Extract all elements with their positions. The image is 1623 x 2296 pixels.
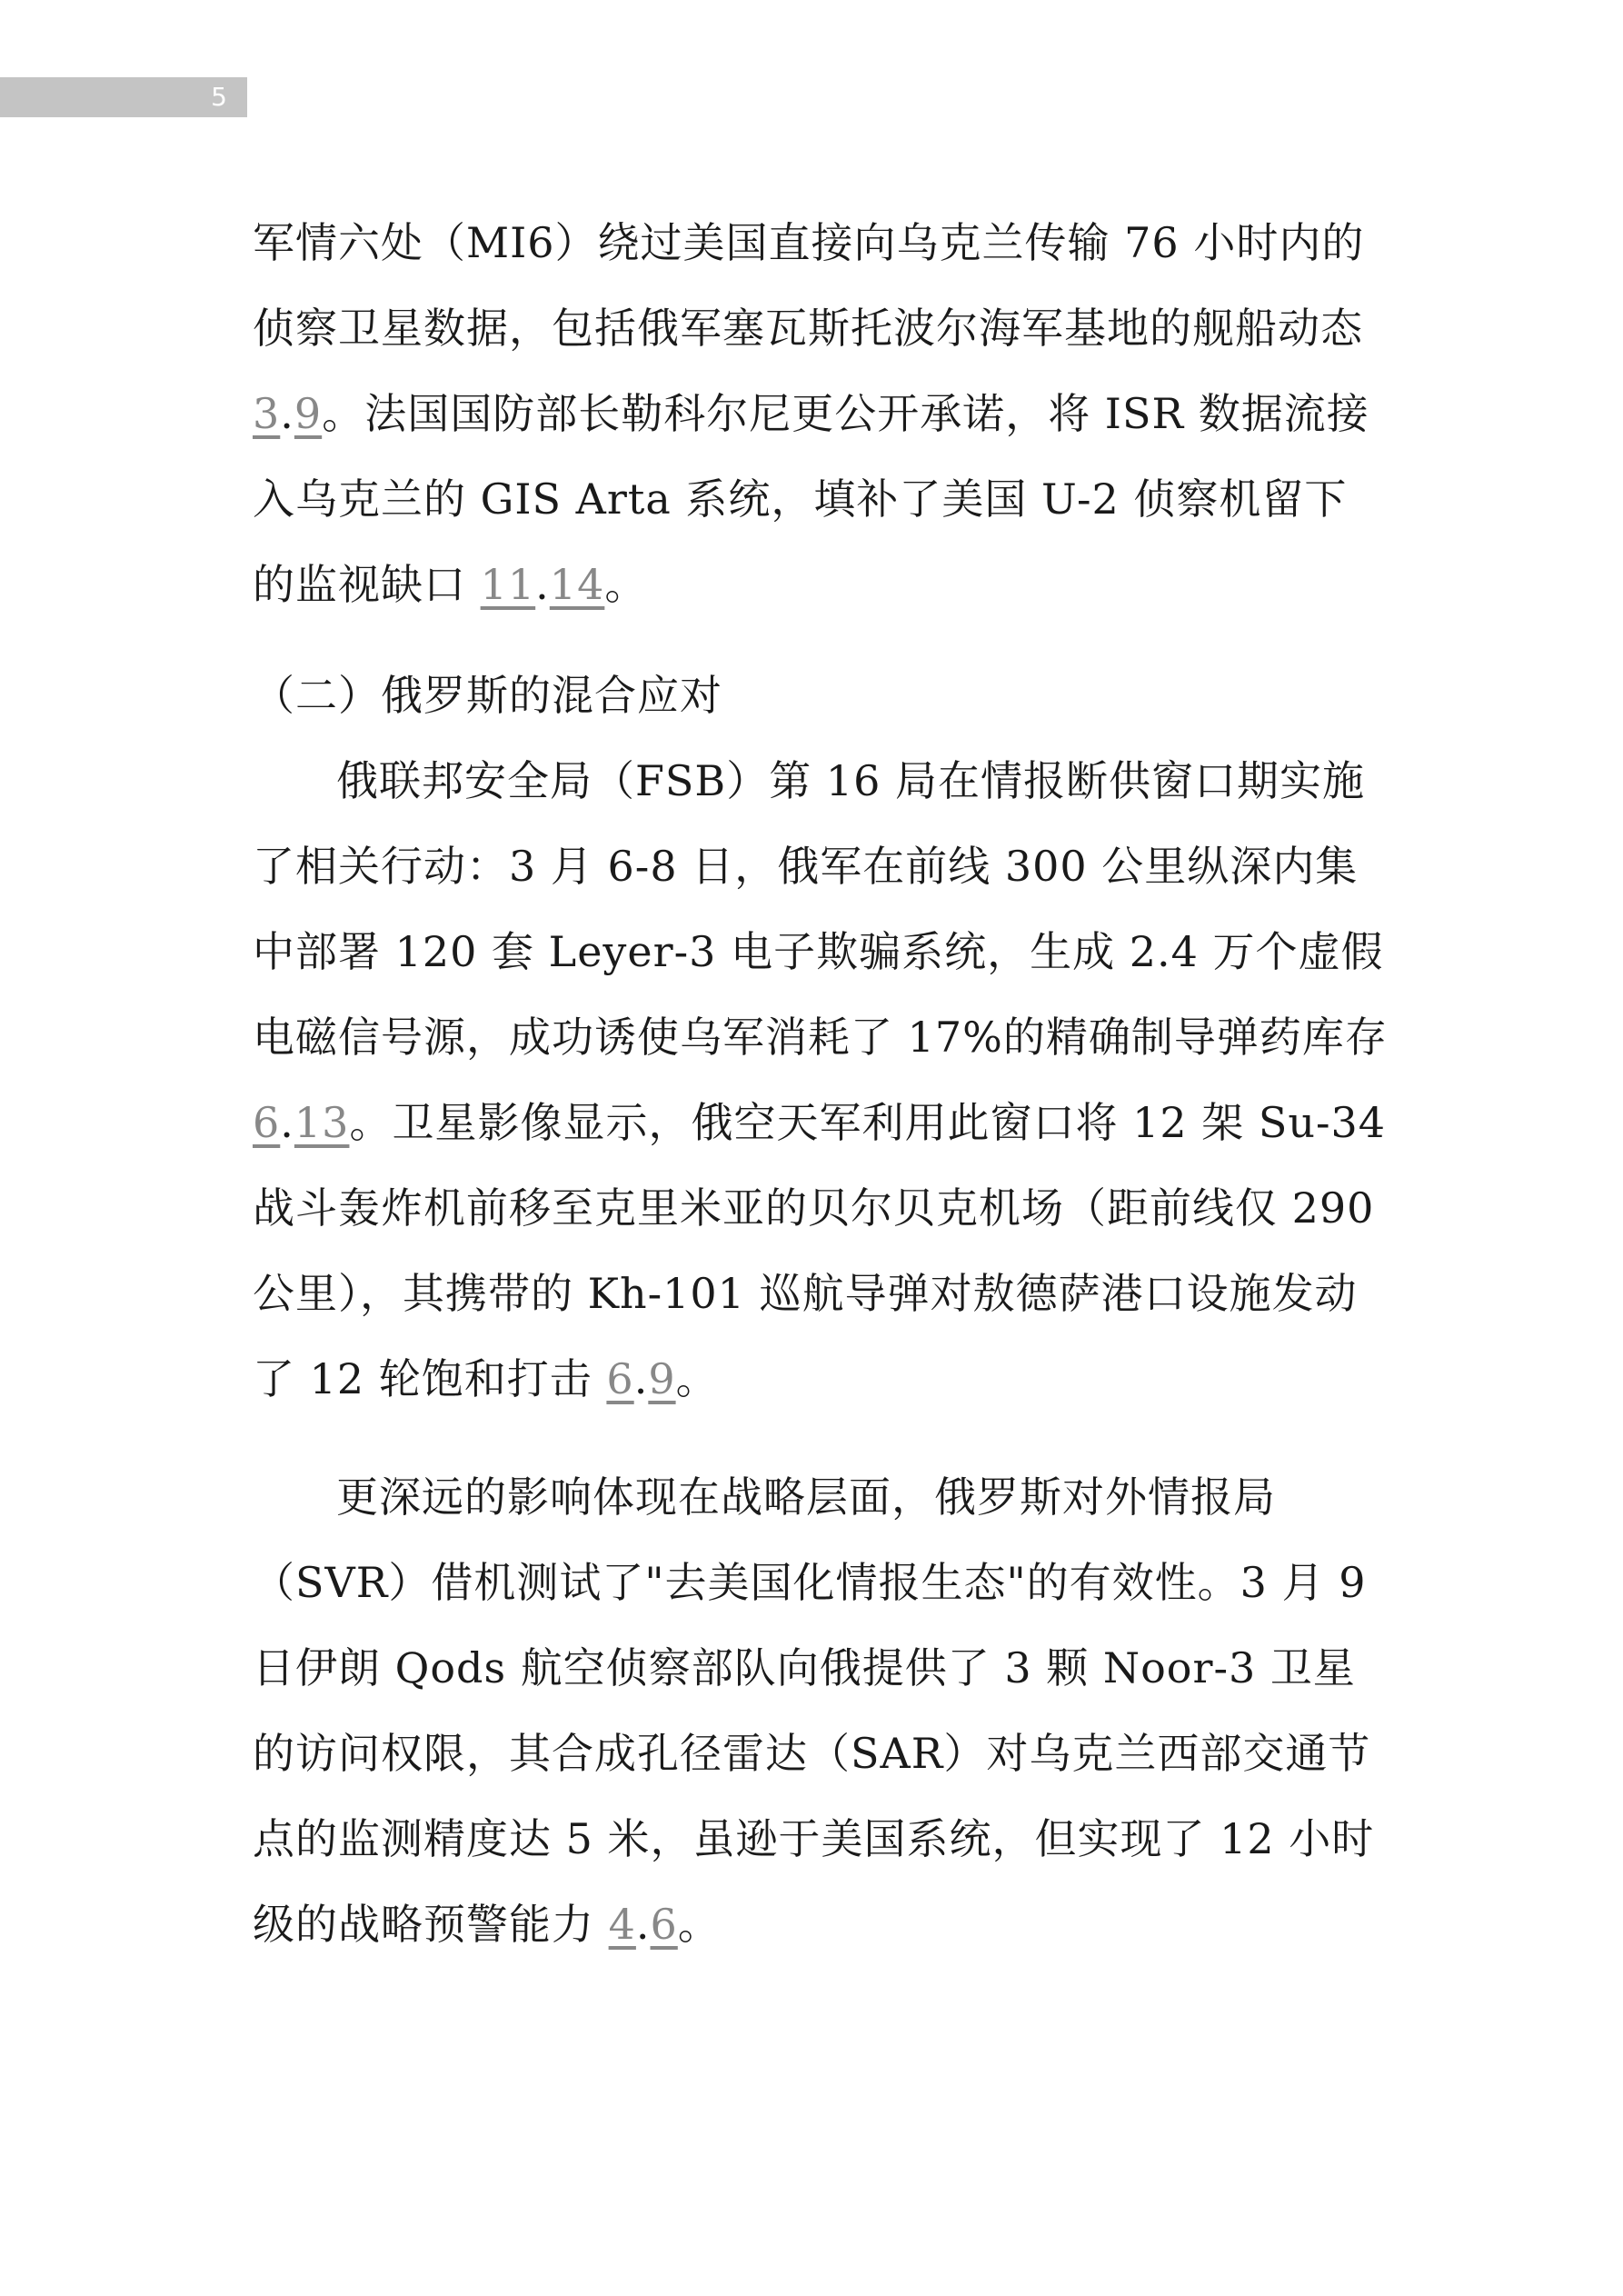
citation-link[interactable]: 6 <box>606 1354 634 1403</box>
citation-link[interactable]: 6 <box>253 1098 281 1147</box>
citation-link[interactable]: 13 <box>294 1098 350 1147</box>
citation-link[interactable]: 4 <box>608 1900 636 1949</box>
paragraph-continued <box>253 200 1389 627</box>
section-heading: （二）俄罗斯的混合应对 <box>253 671 722 720</box>
citation-link[interactable]: 14 <box>549 560 605 609</box>
citation-link[interactable]: 6 <box>650 1900 678 1949</box>
citation-separator: . <box>633 1354 649 1403</box>
paragraph-text: 俄联邦安全局（FSB）第 16 局在情报断供窗口期实施了相关行动：3 月 6-8 日，俄军在前线 300 公里纵深内集中部署 120 套 Leyer-3 电子欺骗系统，生成 2.4 万个虚假电磁信号源，成功诱使乌军消耗了 17%的精确制导弹药库存 <box>253 756 1388 1062</box>
paragraph-text: 军情六处（MI6）绕过美国直接向乌克兰传输 76 小时内的侦察卫星数据，包括俄军塞瓦斯托波尔海军基地的舰船动态 <box>253 218 1365 353</box>
page-number-tab <box>0 77 247 117</box>
paragraph-russia-response <box>253 738 1389 1422</box>
paragraph-text: 。 <box>677 1900 721 1949</box>
paragraph-text: 。 <box>604 560 648 609</box>
citation-separator: . <box>280 389 294 438</box>
citation-separator: . <box>535 560 550 609</box>
page-number: 5 <box>211 82 227 112</box>
citation-link[interactable]: 9 <box>648 1354 676 1403</box>
document-body <box>253 200 1389 1967</box>
citation-link[interactable]: 11 <box>480 560 536 609</box>
citation-separator: . <box>635 1900 651 1949</box>
paragraph-text: 更深远的影响体现在战略层面，俄罗斯对外情报局（SVR）借机测试了"去美国化情报生态"的有效性。3 月 9 日伊朗 Qods 航空侦察部队向俄提供了 3 颗 Noor-3 卫星的访问权限，其合成孔径雷达（SAR）对乌克兰西部交通节点的监测精度达 5 米，虽逊于美国系统，但实现了 12 小时级的战略预警能力 <box>253 1472 1375 1949</box>
citation-link[interactable]: 3 <box>253 389 281 438</box>
citation-separator: . <box>280 1098 294 1147</box>
citation-link[interactable]: 9 <box>294 389 323 438</box>
paragraph-text: 。卫星影像显示，俄空天军利用此窗口将 12 架 Su-34 战斗轰炸机前移至克里米亚的贝尔贝克机场（距前线仅 290 公里），其携带的 Kh-101 巡航导弹对敖德萨港口设施发动了 12 轮饱和打击 <box>253 1098 1387 1403</box>
paragraph-text: 。法国国防部长勒科尔尼更公开承诺，将 ISR 数据流接入乌克兰的 GIS Arta 系统，填补了美国 U-2 侦察机留下的监视缺口 <box>253 389 1369 609</box>
paragraph-text: 。 <box>675 1354 719 1403</box>
paragraph-strategic-impact <box>253 1454 1389 1967</box>
